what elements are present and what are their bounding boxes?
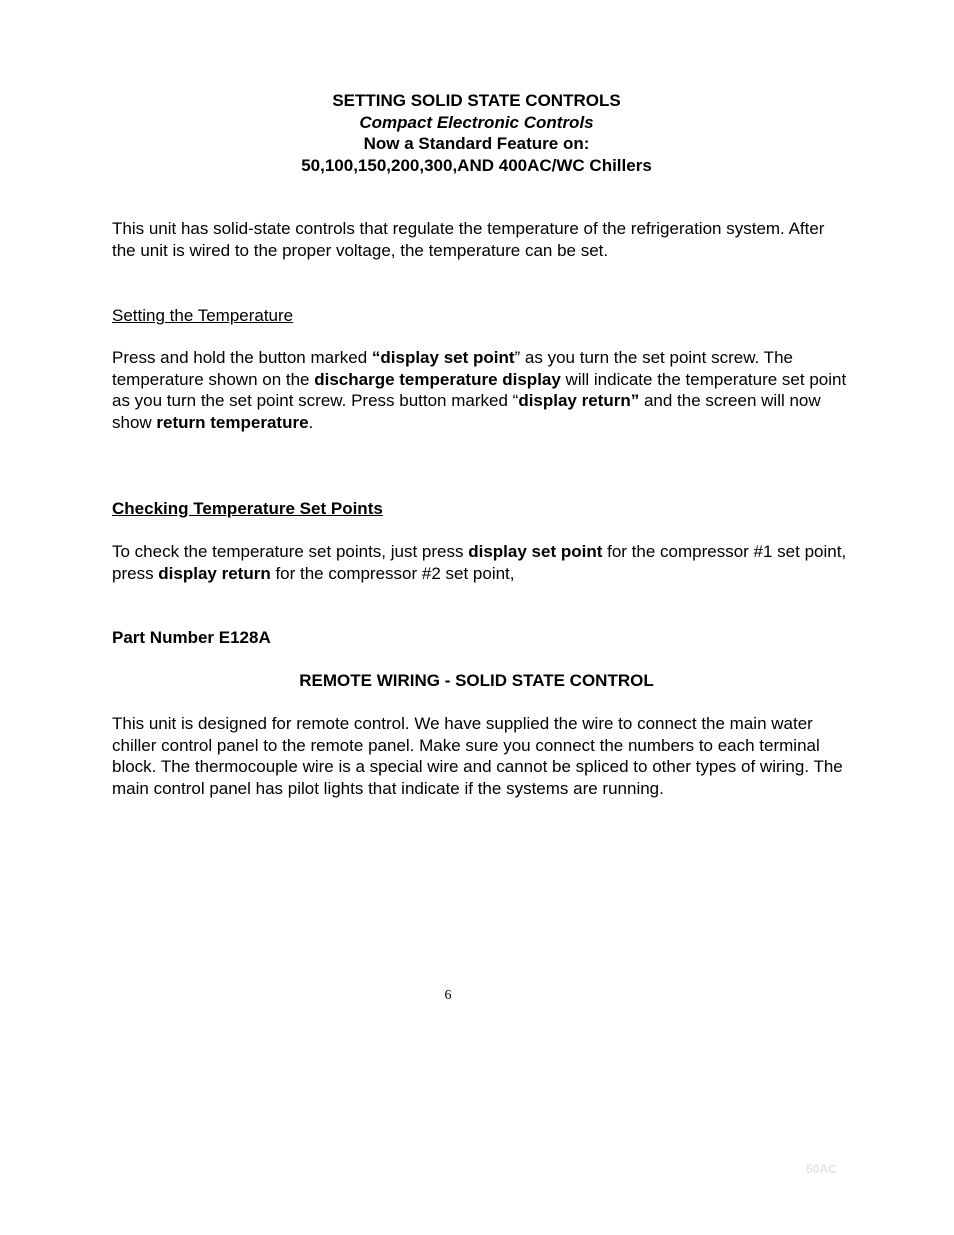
checking-set-points-paragraph <box>112 541 847 584</box>
setting-bold-3: display return” <box>518 391 640 410</box>
checking-set-points-heading: Checking Temperature Set Points <box>112 499 383 518</box>
remote-wiring-heading: REMOTE WIRING - SOLID STATE CONTROL <box>299 671 654 690</box>
setting-text-3: will indicate the temperature set point as you turn the set point screw. Press button marked “ <box>112 369 847 410</box>
setting-temperature-paragraph <box>112 347 847 433</box>
page-number: 6 <box>444 988 452 1003</box>
document-code-watermark: 50AC <box>806 1162 837 1176</box>
setting-text-1: Press and hold the button marked <box>112 348 372 367</box>
title-line-2: Compact Electronic Controls <box>359 112 594 132</box>
title-line-1: SETTING SOLID STATE CONTROLS <box>332 91 621 110</box>
checking-bold-2: display return <box>158 563 271 583</box>
checking-text-1: To check the temperature set points, just press <box>112 542 469 561</box>
setting-temperature-heading: Setting the Temperature <box>112 306 294 325</box>
intro-paragraph: This unit has solid-state controls that regulate the temperature of the refrigeration system. After the unit is wired to the proper voltage, the temperature can be set. <box>112 219 825 260</box>
setting-bold-4: return temperature <box>156 412 309 432</box>
setting-text-4: and the screen will now show <box>112 391 821 432</box>
setting-bold-2: discharge temperature display <box>314 369 561 389</box>
checking-text-2: for the compressor #1 set point, press <box>112 542 847 583</box>
title-line-4: 50,100,150,200,300,AND 400AC/WC Chillers <box>301 155 652 175</box>
document-title <box>112 90 841 176</box>
setting-text-5: . <box>308 412 314 432</box>
checking-bold-1: display set point <box>468 542 603 561</box>
remote-wiring-paragraph: This unit is designed for remote control. We have supplied the wire to connect the main water chiller control panel to the remote panel. Make sure you connect the numbers to each terminal block. The thermocouple wire is a special wire and cannot be spliced to other types of wiring. The main control panel has pilot lights that indicate if the systems are running. <box>112 714 843 798</box>
checking-text-3: for the compressor #2 set point, <box>270 563 515 583</box>
setting-bold-1: “display set point <box>371 348 515 367</box>
part-number: Part Number E128A <box>112 628 271 647</box>
setting-text-2: ” as you turn the set point screw. The temperature shown on the <box>112 348 793 389</box>
title-line-3: Now a Standard Feature on: <box>363 134 590 153</box>
